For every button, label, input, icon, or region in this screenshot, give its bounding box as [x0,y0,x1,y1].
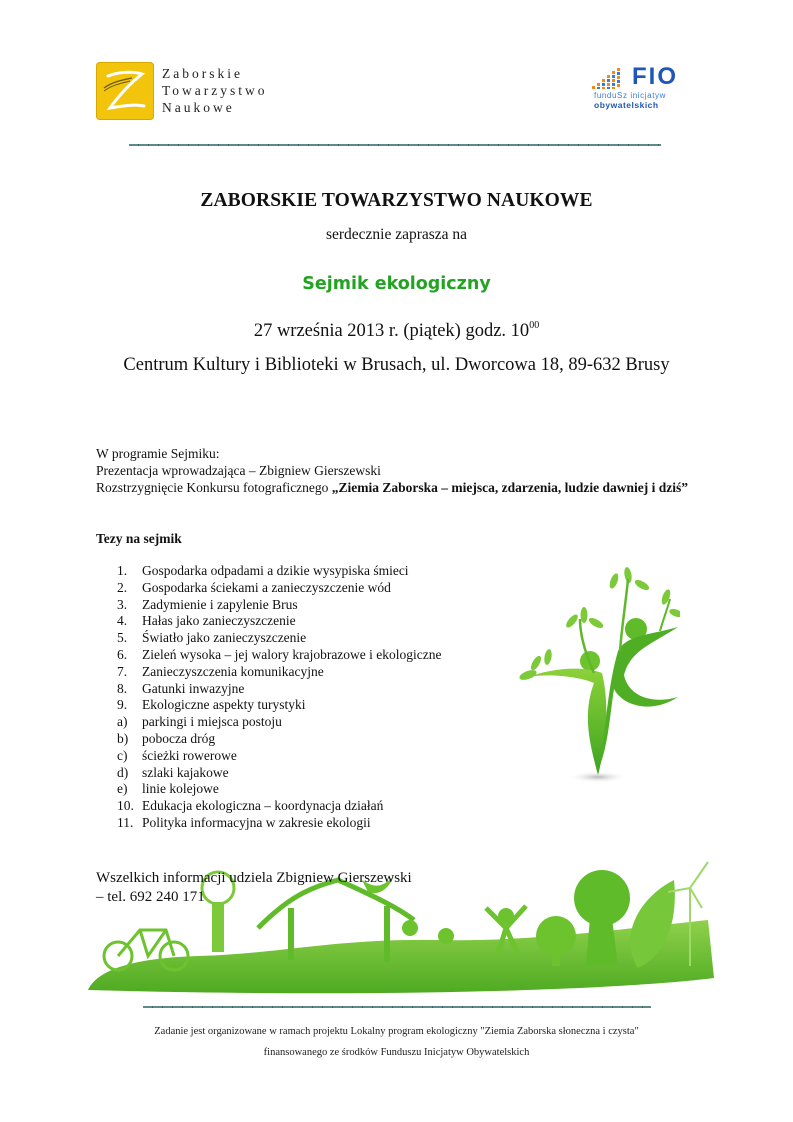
program-item-prefix: Rozstrzygnięcie Konkursu fotograficznego [96,479,332,495]
list-marker: d) [117,764,129,780]
list-item [117,748,442,765]
list-text: Edukacja ekologiczna – koordynacja działań [142,798,384,814]
list-text: linie kolejowe [142,781,219,797]
fio-bars-icon [592,68,626,90]
list-text: ścieżki rowerowe [142,747,237,763]
invite-text: serdecznie zaprasza na [325,226,468,243]
event-date-text: 27 września 2013 r. (piątek) godz. 10 [253,321,530,341]
ztn-logo-text [162,65,268,116]
contact-phone: – tel. 692 240 171 [96,889,205,905]
program-heading: W programie Sejmiku: [96,446,220,461]
event-venue: Centrum Kultury i Biblioteki w Brusach, ul. Dworcowa 18, 89-632 Brusy [123,355,670,375]
list-marker: 6. [117,646,128,662]
fio-logo [590,64,700,112]
list-text: Światło jako zanieczyszczenie [142,630,307,646]
header-divider [129,144,661,146]
list-text: Gatunki inwazyjne [142,680,245,696]
list-text: Zieleń wysoka – jej walory krajobrazowe i ekologiczne [142,646,442,662]
list-marker: 1. [117,563,128,578]
event-date [0,320,793,342]
program-section [96,446,716,496]
list-item [117,613,442,630]
list-text: szlaki kajakowe [142,764,229,780]
program-item: Prezentacja wprowadzająca – Zbigniew Gierszewski [96,462,381,478]
contact-info [96,869,412,907]
list-item [117,798,442,815]
list-item [117,714,442,731]
organization-title: ZABORSKIE TOWARZYSTWO NAUKOWE [200,190,593,211]
theses-list [117,563,442,832]
footer-funding-note: finansowanego ze środków Funduszu Inicjatyw Obywatelskich [263,1047,530,1058]
list-item [117,664,442,681]
list-text: Gospodarka odpadami a dzikie wysypiska śmieci [142,563,409,578]
fio-wordmark: FIO [632,63,678,90]
list-marker: 8. [117,680,128,696]
ztn-logo-line: Naukowe [162,100,235,115]
list-text: Zadymienie i zapylenie Brus [142,596,298,612]
list-item [117,697,442,714]
ztn-logo-line: Zaborskie [162,66,243,81]
ztn-logo [96,62,266,120]
list-marker: 4. [117,613,128,629]
list-text: Gospodarka ściekami a zanieczyszczenie wód [142,579,391,595]
list-item [117,647,442,664]
list-marker: c) [117,747,128,763]
program-item [96,480,716,497]
list-item [117,765,442,782]
list-marker: e) [117,781,128,797]
list-text: Hałas jako zanieczyszczenie [142,613,296,629]
list-item [117,630,442,647]
list-item [117,731,442,748]
contest-title: „Ziemia Zaborska – miejsca, zdarzenia, ludzie dawniej i dziś” [331,479,689,495]
list-item [117,815,442,832]
list-text: Zanieczyszczenia komunikacyjne [142,663,324,679]
list-text: pobocza dróg [142,730,216,746]
list-marker: 9. [117,697,128,713]
list-marker: 10. [117,798,134,814]
fio-subtitle-line1: funduSz inicjatyw [594,91,667,100]
list-marker: 7. [117,663,128,679]
contact-person: Wszelkich informacji udziela Zbigniew Gierszewski [96,870,412,886]
list-text: Polityka informacyjna w zakresie ekologii [142,814,371,830]
list-item [117,563,442,580]
theses-heading: Tezy na sejmik [96,531,182,546]
list-marker: 3. [117,596,128,612]
footer-project-note: Zadanie jest organizowane w ramach projektu Lokalny program ekologiczny "Ziemia Zaborska słoneczna i czysta" [154,1026,639,1037]
list-marker: a) [117,714,128,730]
fio-subtitle-line2: obywatelskich [594,100,659,110]
event-title: Sejmik ekologiczny [302,274,491,294]
list-text: Ekologiczne aspekty turystyki [142,697,306,713]
list-item [117,681,442,698]
tree-people-icon [510,565,680,785]
list-item [117,580,442,597]
list-marker: 2. [117,579,128,595]
list-item [117,781,442,798]
ztn-logo-line: Towarzystwo [162,83,268,98]
event-time-minutes: 00 [529,320,540,331]
list-marker: b) [117,730,129,746]
list-marker: 5. [117,630,128,646]
list-marker: 11. [117,814,134,830]
ztn-z-logo-icon [96,62,154,120]
list-item [117,597,442,614]
list-text: parkingi i miejsca postoju [142,714,282,730]
footer-divider [143,1006,651,1008]
